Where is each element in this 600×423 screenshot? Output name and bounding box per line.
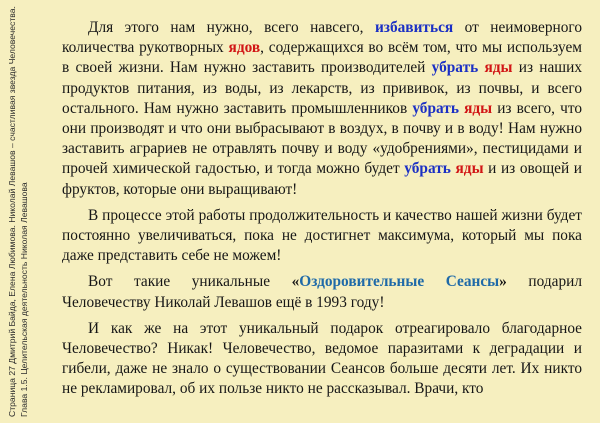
paragraph [62, 272, 582, 312]
paragraph [62, 206, 582, 267]
text-run: и из овощей и фруктов, которые они выращивают! [62, 160, 582, 198]
highlighted-word: яды [484, 59, 513, 77]
text-run: от неимоверного количества рукотворных [62, 19, 582, 57]
highlighted-word: яды [464, 99, 493, 117]
highlighted-word: » [499, 273, 507, 291]
document-body [62, 18, 582, 406]
highlighted-word: убрать [404, 160, 451, 178]
text-run: Для этого нам нужно, всего навсего, [88, 19, 375, 36]
text-run: Вот такие уникальные [88, 273, 292, 291]
text-run: И как же на этот уникальный подарок отреагировало благодарное Человечество? Никак! Человечество, ведомое паразитами к деградации и гибели, даже не знало о существовании Сеансов больше десяти лет. Их никто не рекламировал, об их пользе никто не рассказывал. Врачи, кто [62, 319, 582, 398]
text-run: из всего, что они производят и что они выбрасывают в воздух, в почву и в воду! Нам нужно заставить аграриев не отравлять почву и воду «удобрениями», пестицидами и прочей химической гадостью, и тогда можно будет [62, 99, 582, 178]
side-header-line-1: Страница 27 Дмитрий Байда, Елена Любимова. Николай Левашов – счастливая звезда Человечества. [7, 6, 17, 417]
text-run: подарил Человечеству Николай Левашов ещё в 1993 году! [62, 273, 582, 311]
paragraph [62, 18, 582, 200]
highlighted-word: Оздоровительные Сеансы [299, 273, 500, 291]
text-run: из наших продуктов питания, из воды, из лекарств, из прививок, из почвы, и всего остального. Нам нужно заставить промышленников [62, 59, 583, 117]
highlighted-word: яды [455, 160, 484, 178]
text-run: , содержащихся во всём том, что мы используем в своей жизни. Нам нужно заставить производителей [62, 39, 582, 77]
paragraph [62, 319, 582, 400]
highlighted-word: ядов [228, 39, 261, 57]
highlighted-word: « [291, 273, 300, 291]
side-header-line-2: Глава 1.5. Целительская деятельность Николая Левашова [19, 182, 29, 417]
highlighted-word: убрать [412, 99, 459, 117]
highlighted-word: убрать [431, 59, 479, 77]
text-run: В процессе этой работы продолжительность и качество нашей жизни будет постоянно увеличиваться, пока не достигнет максимума, который мы пока даже представить себе не можем! [62, 206, 582, 265]
side-running-header [6, 0, 44, 423]
highlighted-word: избавиться [374, 19, 454, 36]
